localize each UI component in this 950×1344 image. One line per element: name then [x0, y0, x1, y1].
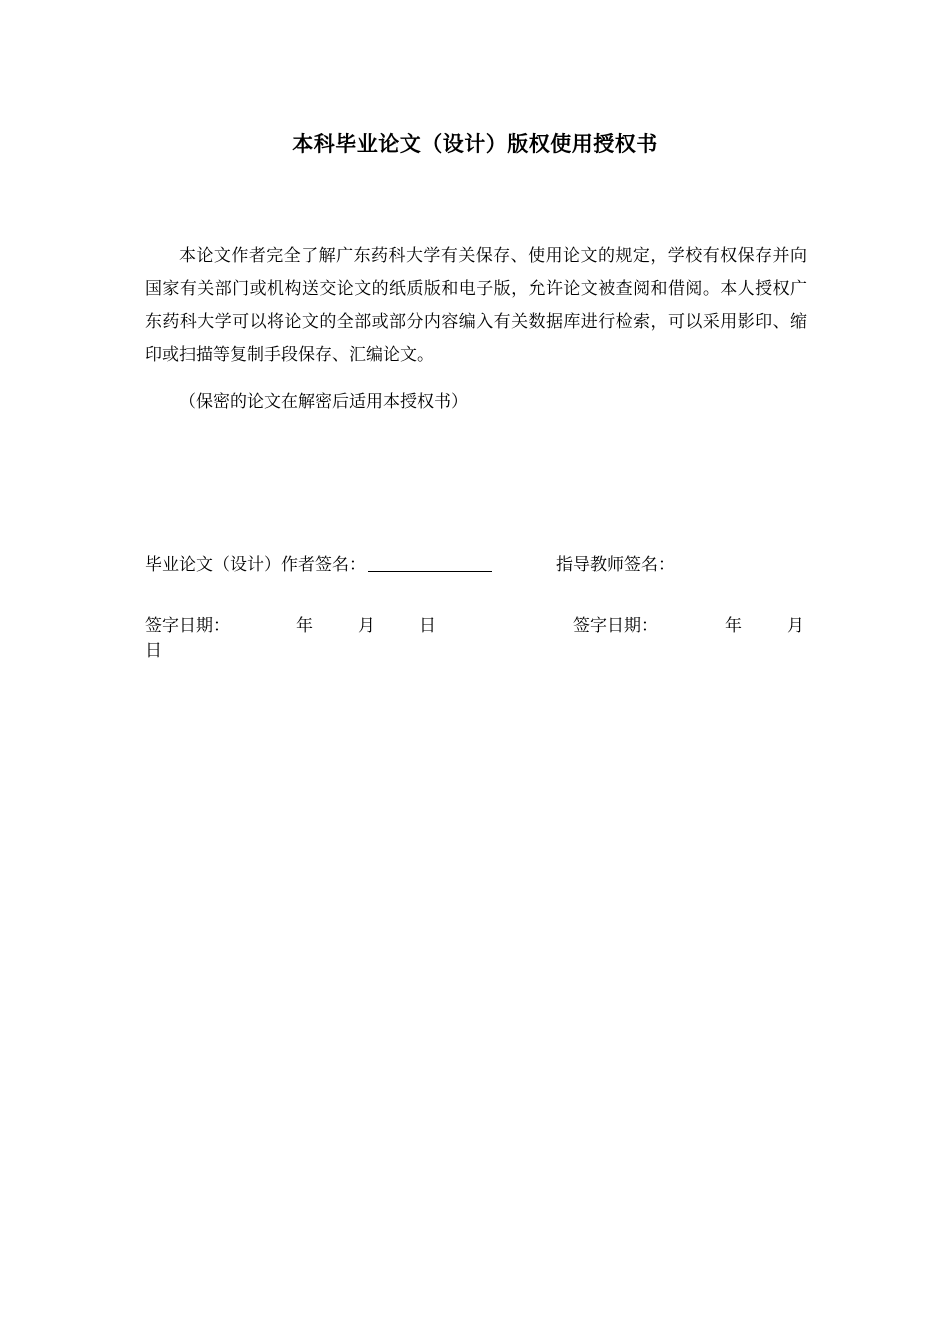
advisor-signature-label: 指导教师签名：	[556, 555, 675, 575]
author-signature-line[interactable]	[368, 553, 492, 572]
left-date-day: 日	[419, 616, 436, 636]
author-signature-row	[145, 552, 492, 578]
left-date-month: 月	[358, 616, 375, 636]
document-title: 本科毕业论文（设计）版权使用授权书	[292, 132, 658, 156]
confidential-note: （保密的论文在解密后适用本授权书）	[179, 392, 468, 412]
right-date-label: 签字日期：	[573, 616, 658, 636]
left-date-label: 签字日期：	[145, 616, 230, 636]
right-date-month: 月	[787, 616, 804, 636]
left-date-year: 年	[296, 616, 313, 636]
authorization-paragraph: 本论文作者完全了解广东药科大学有关保存、使用论文的规定，学校有权保存并向国家有关部门或机构送交论文的纸质版和电子版，允许论文被查阅和借阅。本人授权广东药科大学可以将论文的全部或部分内容编入有关数据库进行检索，可以采用影印、缩印或扫描等复制手段保存、汇编论文。	[145, 246, 807, 365]
right-date-day: 日	[145, 641, 162, 661]
right-date-year: 年	[725, 616, 742, 636]
author-signature-label: 毕业论文（设计）作者签名：	[145, 555, 366, 575]
